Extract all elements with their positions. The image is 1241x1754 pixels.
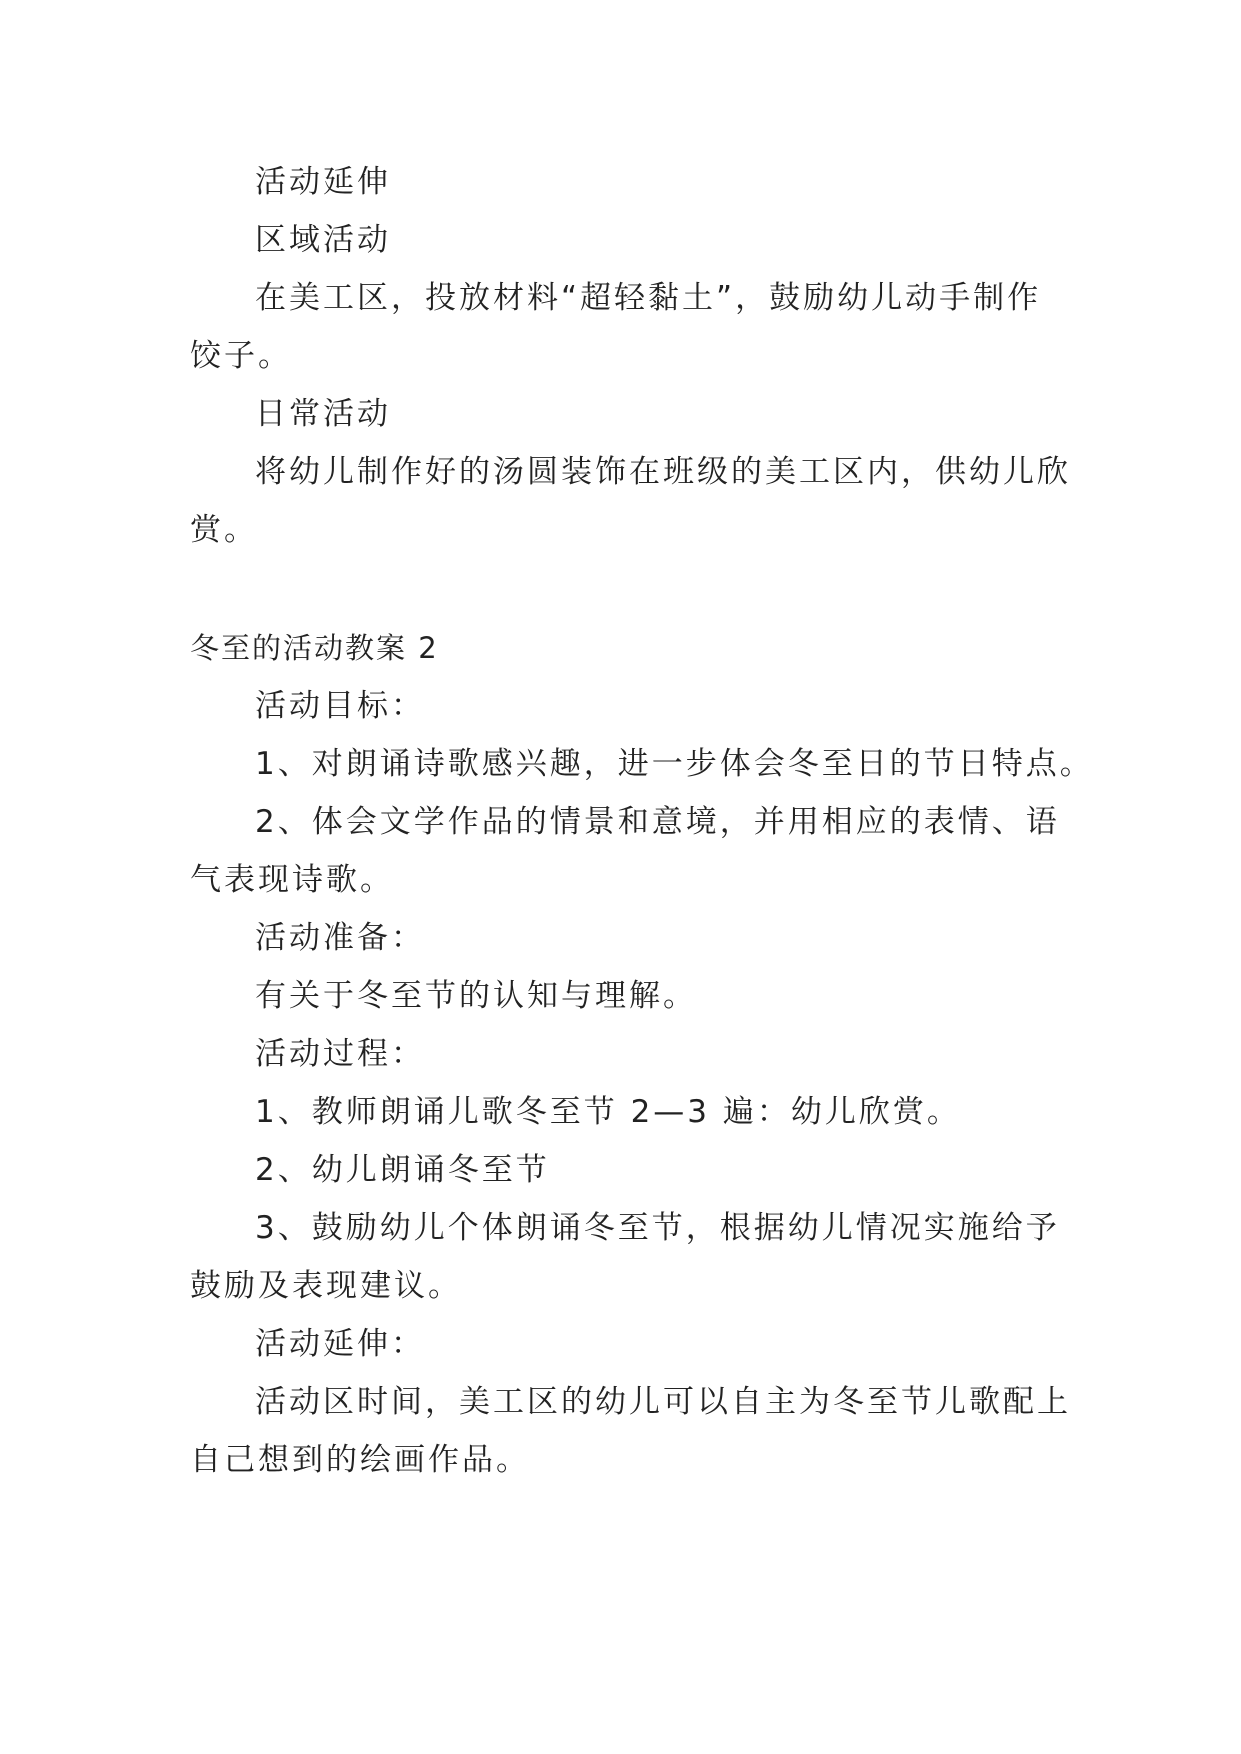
goal-item-2-line1: 2、体会文学作品的情景和意境，并用相应的表情、语 <box>255 804 1060 840</box>
extension-heading: 活动延伸： <box>255 1326 425 1362</box>
process-step-3-line2: 鼓励及表现建议。 <box>190 1268 462 1304</box>
activity-extension-heading: 活动延伸 <box>255 164 391 200</box>
process-heading: 活动过程： <box>255 1036 425 1072</box>
lesson-plan-title: 冬至的活动教案 2 <box>190 631 439 665</box>
daily-activity-text-line2: 赏。 <box>190 512 258 548</box>
preparation-text: 有关于冬至节的认知与理解。 <box>255 978 697 1014</box>
area-activity-text-line2: 饺子。 <box>190 338 292 374</box>
process-step-1: 1、教师朗诵儿歌冬至节 2—3 遍：幼儿欣赏。 <box>255 1094 961 1130</box>
area-activity-text-line1: 在美工区，投放材料“超轻黏土”，鼓励幼儿动手制作 <box>255 280 1042 316</box>
daily-activity-text-line1: 将幼儿制作好的汤圆装饰在班级的美工区内，供幼儿欣 <box>255 454 1071 490</box>
extension-text-line1: 活动区时间，美工区的幼儿可以自主为冬至节儿歌配上 <box>255 1384 1071 1420</box>
daily-activity-heading: 日常活动 <box>255 396 391 432</box>
process-step-3-line1: 3、鼓励幼儿个体朗诵冬至节，根据幼儿情况实施给予 <box>255 1210 1060 1246</box>
extension-text-line2: 自己想到的绘画作品。 <box>190 1442 530 1478</box>
preparation-heading: 活动准备： <box>255 920 425 956</box>
goal-item-1: 1、对朗诵诗歌感兴趣，进一步体会冬至日的节日特点。 <box>255 746 1094 782</box>
process-step-2: 2、幼儿朗诵冬至节 <box>255 1152 550 1188</box>
goals-heading: 活动目标： <box>255 688 425 724</box>
goal-item-2-line2: 气表现诗歌。 <box>190 862 394 898</box>
area-activity-heading: 区域活动 <box>255 222 391 258</box>
